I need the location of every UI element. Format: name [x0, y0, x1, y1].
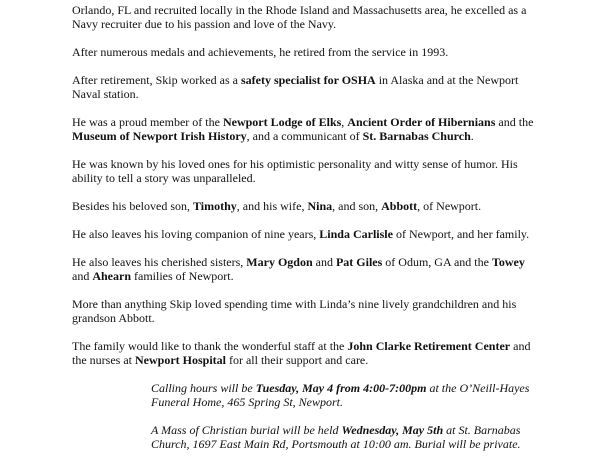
notice-calling-hours	[151, 381, 536, 409]
emphasized-text: Newport Hospital	[134, 353, 226, 367]
emphasized-text: Museum of Newport Irish History	[72, 129, 247, 143]
text-segment: After numerous medals and achievements, he retired from the service in 1993.	[72, 45, 449, 59]
text-segment: and	[72, 269, 93, 283]
text-segment: at the O’Neill-Hayes Funeral Home, 465 Spring St, Newport.	[151, 381, 530, 409]
emphasized-text: St. Barnabas Church	[362, 129, 471, 143]
paragraph-osha	[72, 73, 542, 101]
text-segment: of Newport, and her family.	[392, 227, 530, 241]
paragraph-member	[72, 115, 542, 143]
emphasized-text: Linda Carlisle	[319, 227, 393, 241]
text-segment: in Alaska and at the Newport Naval station.	[72, 73, 519, 101]
text-segment: Orlando, FL and recruited locally in the Rhode Island and Massachusetts area, he excelled as a Navy recruiter due to his passion and love of the Navy.	[72, 3, 527, 31]
text-segment: The family would like to thank the wonderful staff at the	[72, 339, 348, 353]
notice-mass	[151, 423, 536, 451]
emphasized-text: Pat Giles	[335, 255, 383, 269]
paragraph-sisters	[72, 255, 542, 283]
emphasized-text: Towey	[491, 255, 525, 269]
text-segment: at St. Barnabas Church, 1697 East Main Rd, Portsmouth at 10:00 am. Burial will be private.	[151, 423, 521, 451]
text-segment: More than anything Skip loved spending time with Linda’s nine lively grandchildren and his grandson Abbott.	[72, 297, 517, 325]
paragraph-thanks	[72, 339, 542, 367]
text-segment: He also leaves his cherished sisters,	[72, 255, 247, 269]
text-segment: and	[312, 255, 336, 269]
text-segment: , and his wife,	[236, 199, 308, 213]
emphasized-text: safety specialist for OSHA	[240, 73, 376, 87]
emphasized-text: Abbott	[381, 199, 418, 213]
emphasized-text: Ahearn	[92, 269, 131, 283]
text-segment: After retirement, Skip worked as a	[72, 73, 241, 87]
emphasized-text: Timothy	[193, 199, 237, 213]
emphasized-text: Nina	[307, 199, 333, 213]
text-segment: Besides his beloved son,	[72, 199, 193, 213]
emphasized-text: Newport Lodge of Elks	[222, 115, 342, 129]
text-segment: of Odum, GA and the	[382, 255, 492, 269]
text-segment: , of Newport.	[417, 199, 482, 213]
paragraph-recruiter	[72, 0, 542, 31]
obituary-document	[72, 0, 542, 465]
obituary-body	[72, 0, 542, 367]
emphasized-text: Wednesday, May 5th	[341, 423, 444, 437]
emphasized-text: John Clarke Retirement Center	[347, 339, 511, 353]
text-segment: A Mass of Christian burial will be held	[151, 423, 342, 437]
text-segment: .	[470, 129, 474, 143]
text-segment: ,	[341, 115, 348, 129]
text-segment: and the nurses at	[72, 339, 531, 367]
paragraph-retired	[72, 45, 542, 59]
emphasized-text: Tuesday, May 4 from 4:00-7:00pm	[255, 381, 427, 395]
service-notices	[72, 381, 542, 451]
text-segment: He was a proud member of the	[72, 115, 223, 129]
text-segment: for all their support and care.	[225, 353, 369, 367]
text-segment: and the	[495, 115, 534, 129]
paragraph-grandchildren	[72, 297, 542, 325]
paragraph-companion	[72, 227, 542, 241]
paragraph-personality	[72, 157, 542, 185]
text-segment: Calling hours will be	[151, 381, 256, 395]
emphasized-text: Mary Ogdon	[246, 255, 313, 269]
emphasized-text: Ancient Order of Hibernians	[347, 115, 496, 129]
paragraph-son	[72, 199, 542, 213]
text-segment: He also leaves his loving companion of nine years,	[72, 227, 320, 241]
text-segment: He was known by his loved ones for his optimistic personality and witty sense of humor. His ability to tell a story was unparalleled.	[72, 157, 518, 185]
text-segment: , and son,	[332, 199, 382, 213]
text-segment: , and a communicant of	[246, 129, 363, 143]
text-segment: families of Newport.	[131, 269, 234, 283]
